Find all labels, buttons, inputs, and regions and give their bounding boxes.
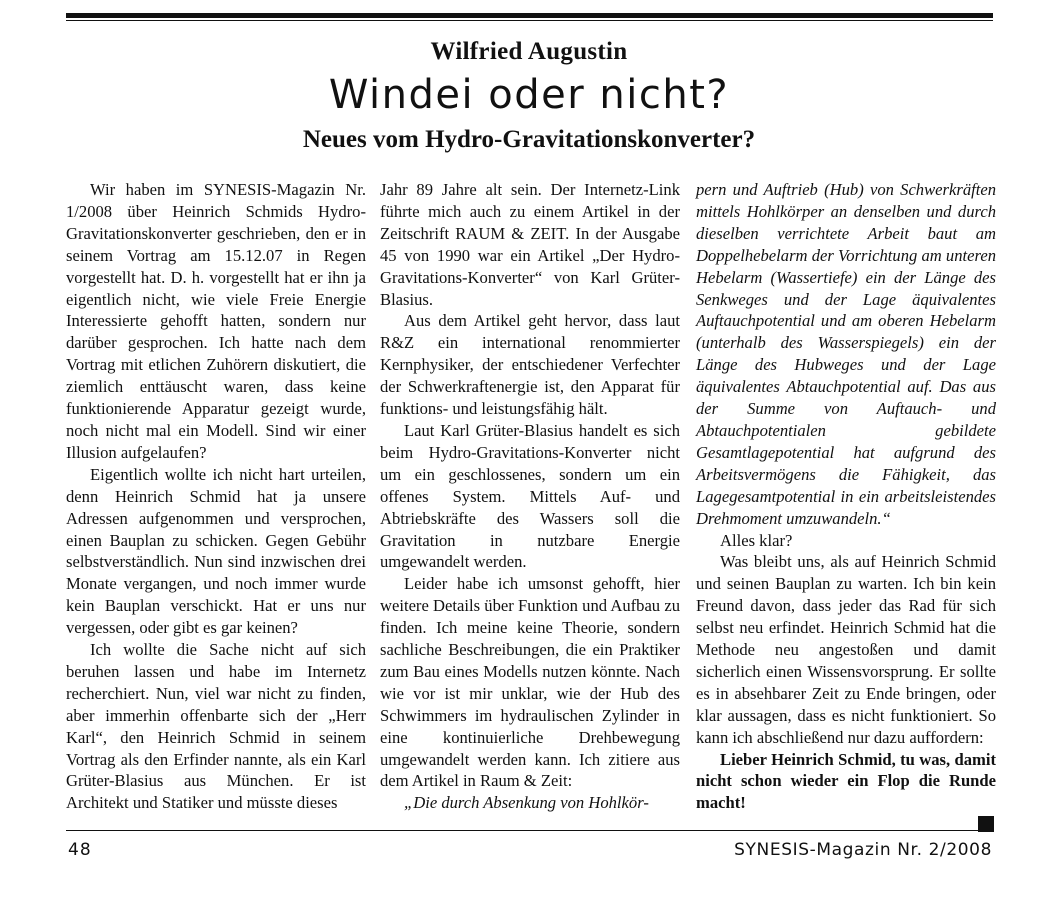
paragraph: Leider habe ich umsonst gehofft, hier weitere Details über Funktion und Aufbau zu finden. Ich meine keine Theorie, sondern sachliche Beschreibungen, die ein Praktiker zum Bau eines Modells nutzen könnte. Nach wie vor ist mir unklar, wie der Hub des Schwimmers im hydraulischen Zylinder in eine kontinuierliche Drehbewegung umgewandelt werden kann. Ich zitiere aus dem Artikel in Raum & Zeit:: [380, 574, 680, 791]
paragraph: Eigentlich wollte ich nicht hart urteilen, denn Heinrich Schmid hat ja unsere Adressen aufgenommen und versprochen, einen Bauplan zu schicken. Gegen Gebühr selbstverständlich. Nun sind inzwischen drei Monate vergangen, und noch immer wurde kein Bauplan verschickt. Hat er uns nur vergessen, oder gibt es gar keinen?: [66, 464, 366, 638]
magazine-issue: SYNESIS-Magazin Nr. 2/2008: [734, 840, 992, 860]
quote-continued: pern und Auftrieb (Hub) von Schwerkräften mittels Hohlkörper an denselben und durch dieselben verrichtete Arbeit baut am Doppelhebelarm der Vorrichtung am unteren Hebelarm (Wassertiefe) ein der Länge des Senkweges und der Lage äquivalentes Auftauchpotential und am oberen Hebelarm (unterhalb des Wasserspiegels) ein der Länge des Hubweges und der Lage äquivalentes Abtauchpotential auf. Das aus der Summe von Auftauch- und Abtauchpotentialen gebildete Gesamtlagepotential hat aufgrund des Arbeitsvermögens die Fähigkeit, das Lagegesamtpotential in ein arbeitsleistendes Drehmoment umzuwandeln.“: [696, 180, 996, 528]
column-1: [66, 179, 366, 814]
column-2: [380, 179, 680, 814]
paragraph: Jahr 89 Jahre alt sein. Der Internetz-Link führte mich auch zu einem Artikel in der Zeitschrift RAUM & ZEIT. In der Ausgabe 45 von 1990 war ein Artikel „Der Hydro-Gravitations-Konverter“ von Karl Grüter-Blasius.: [380, 180, 680, 309]
column-3: [696, 179, 996, 832]
paragraph: Laut Karl Grüter-Blasius handelt es sich beim Hydro-Gravitations-Konverter nicht um ein geschlossenes, sondern um ein offenes System. Mittels Auf- und Abtriebskräfte des Wassers soll die Gravitation in nutzbare Energie umgewandelt werden.: [380, 420, 680, 572]
paragraph: Alles klar?: [720, 530, 793, 550]
paragraph: Ich wollte die Sache nicht auf sich beruhen lassen und habe im Internetz recherchiert. Nun, viel war nicht zu finden, aber immerhin offenbarte sich der „Herr Karl“, den Heinrich Schmid in seinem Vortrag als den Erfinder nannte, als ein Karl Grüter-Blasius aus München. Er ist Architekt und Statiker und müsste dieses: [66, 640, 366, 813]
paragraph: Aus dem Artikel geht hervor, dass laut R&Z ein international renommierter Kernphysiker, der entschiedener Verfechter der Schwerkraftenergie ist, den Apparat für funktions- und leistungsfähig hält.: [380, 311, 680, 419]
article-subtitle: Neues vom Hydro-Gravitationskonverter?: [302, 126, 756, 153]
page-number: 48: [68, 840, 92, 860]
paragraph: Was bleibt uns, als auf Heinrich Schmid und seinen Bauplan zu warten. Ich bin kein Freund davon, dass jeder das Rad für sich selbst neu erfindet. Heinrich Schmid hat die Methode neu angestoßen und damit sicherlich einen Wissensvorsprung. Er sollte es in absehbarer Zeit zu Ende bringen, oder klar aussagen, dass es nicht funktioniert. So kann ich abschließend nur dazu auffordern:: [696, 552, 996, 747]
article-title: Windei oder nicht?: [328, 72, 730, 118]
quote-start: „Die durch Absenkung von Hohlkör-: [404, 793, 649, 813]
article-author: Wilfried Augustin: [430, 38, 628, 65]
bottom-rule: [66, 830, 993, 831]
top-rule-thin: [66, 20, 993, 21]
top-rule-thick: [66, 13, 993, 18]
paragraph: Wir haben im SYNESIS-Magazin Nr. 1/2008 über Heinrich Schmids Hydro-Gravitationskonverter geschrieben, den er in seinem Vortrag am 15.12.07 in Regen vorgestellt hat. D. h. vorgestellt hat er ihn ja eigentlich nicht, wie viele Freie Energie Interessierte gehofft hatten, sondern nur darüber gesprochen. Ich hatte nach dem Vortrag mit etlichen Zuhörern diskutiert, die ziemlich enttäuscht waren, dass keine funktionierende Apparatur gezeigt wurde, noch nicht mal ein Modell. Sind wir einer Illusion aufgelaufen?: [66, 180, 366, 462]
closing-appeal: Lieber Heinrich Schmid, tu was, damit nicht schon wieder ein Flop die Runde macht!: [696, 749, 996, 813]
